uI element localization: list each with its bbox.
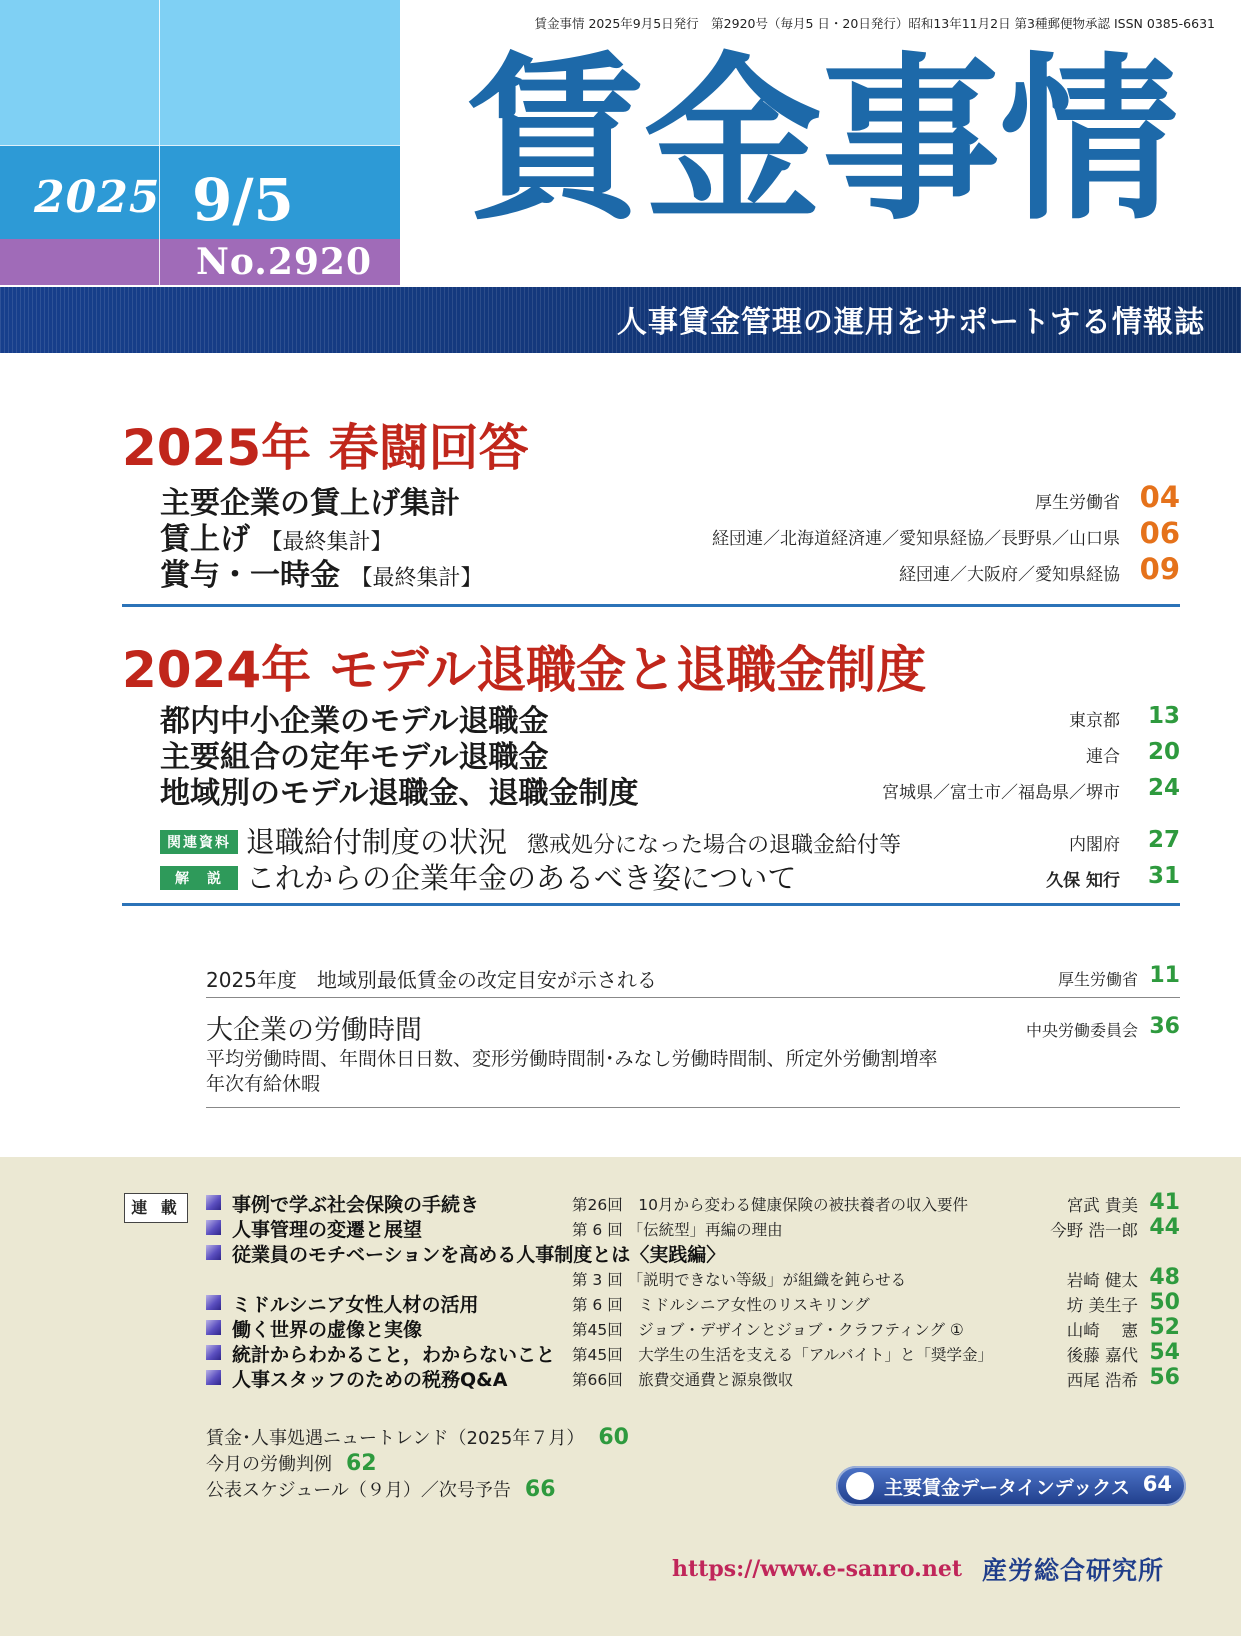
related-tag: 関連資料 bbox=[160, 830, 238, 854]
serial-item[interactable] bbox=[206, 1215, 1180, 1240]
related-item[interactable] bbox=[160, 856, 1180, 894]
section-divider bbox=[122, 903, 1180, 906]
item-subtitle: 【最終集計】 bbox=[350, 566, 483, 591]
item-title: 主要組合の定年モデル退職金 bbox=[160, 740, 549, 775]
item-source: 久保 知行 bbox=[1046, 871, 1120, 891]
item-title: 主要企業の賃上げ集計 bbox=[160, 486, 460, 521]
article-detail: 平均労働時間、年間休日日数、変形労働時間制･みなし労働時間制、所定外労働割増率 bbox=[206, 1048, 938, 1070]
item-page: 20 bbox=[1147, 739, 1180, 765]
data-index-badge[interactable] bbox=[836, 1466, 1186, 1506]
item-source: 宮城県／富士市／福島県／堺市 bbox=[882, 783, 1120, 803]
article-divider bbox=[206, 997, 1180, 998]
article-detail: 年次有給休暇 bbox=[206, 1073, 321, 1095]
color-band-light-blue bbox=[0, 0, 400, 145]
serial-item[interactable] bbox=[206, 1240, 1180, 1265]
data-index-label: 主要賃金データインデックス bbox=[884, 1477, 1131, 1499]
serial-title: 事例で学ぶ社会保険の手続き bbox=[232, 1194, 480, 1216]
serial-item[interactable] bbox=[206, 1290, 1180, 1315]
item-page: 04 bbox=[1139, 480, 1180, 514]
item-source: 厚生労働省 bbox=[1057, 970, 1138, 989]
item-title: 賞与・一時金 bbox=[160, 558, 340, 593]
item-source: 内閣府 bbox=[1069, 835, 1120, 855]
issue-number: No.2920 bbox=[196, 241, 373, 283]
item-page: 09 bbox=[1139, 552, 1180, 586]
feature1-item[interactable] bbox=[160, 478, 1180, 521]
serial-episode: 第 3 回 「説明できない等級」が組織を鈍らせる bbox=[572, 1271, 907, 1289]
serial-title: 従業員のモチベーションを高める人事制度とは〈実践編〉 bbox=[232, 1244, 726, 1266]
bullet-square-icon bbox=[206, 1295, 221, 1310]
issue-date: 9/5 bbox=[192, 166, 294, 234]
serial-item[interactable] bbox=[206, 1315, 1180, 1340]
item-title: 退職給付制度の状況 bbox=[246, 825, 508, 859]
article-item[interactable] bbox=[206, 962, 1180, 994]
feature2-item[interactable] bbox=[160, 768, 1180, 811]
item-title: 都内中小企業のモデル退職金 bbox=[160, 704, 549, 739]
item-source: 厚生労働省 bbox=[1035, 493, 1120, 513]
divider-horizontal bbox=[0, 145, 400, 146]
bullet-square-icon bbox=[206, 1220, 221, 1235]
related-tag: 解 説 bbox=[160, 866, 238, 890]
bullet-square-icon bbox=[206, 1370, 221, 1385]
item-page: 24 bbox=[1147, 775, 1180, 801]
feature2-item[interactable] bbox=[160, 732, 1180, 775]
feature1-item[interactable] bbox=[160, 514, 1180, 557]
serial-episode: 第66回 旅費交通費と源泉徴収 bbox=[572, 1371, 794, 1389]
item-title: これからの企業年金のあるべき姿について bbox=[246, 861, 797, 895]
serial-author: 宮武 貴美 bbox=[1066, 1196, 1138, 1215]
item-source: 経団連／大阪府／愛知県経協 bbox=[899, 565, 1120, 585]
misc-item[interactable] bbox=[206, 1424, 629, 1450]
serial-item[interactable] bbox=[206, 1190, 1180, 1215]
misc-item[interactable] bbox=[206, 1476, 556, 1502]
serial-title: 人事スタッフのための税務Q&A bbox=[232, 1369, 508, 1391]
related-item[interactable] bbox=[160, 820, 1180, 858]
serial-episode: 第45回 ジョブ・デザインとジョブ・クラフティング ① bbox=[572, 1321, 964, 1339]
bullet-square-icon bbox=[206, 1345, 221, 1360]
item-title: 大企業の労働時間 bbox=[206, 1015, 422, 1046]
issue-color-block bbox=[0, 0, 400, 285]
publisher-name: 産労総合研究所 bbox=[982, 1556, 1165, 1585]
serial-page: 52 bbox=[1149, 1315, 1180, 1340]
serial-page: 50 bbox=[1149, 1290, 1180, 1315]
serial-title: 働く世界の虚像と実像 bbox=[232, 1319, 423, 1341]
misc-title: 公表スケジュール（９月）／次号予告 bbox=[206, 1480, 511, 1501]
serial-episode: 第 6 回 「伝統型」再編の理由 bbox=[572, 1221, 783, 1239]
serial-episode: 第45回 大学生の生活を支える「アルバイト」と「奨学金」 bbox=[572, 1346, 994, 1364]
serials-label: 連 載 bbox=[124, 1193, 188, 1223]
publication-info: 賃金事情 2025年9月5日発行 第2920号（毎月5 日・20日発行）昭和13年11月2日 第3種郵便物承認 ISSN 0385-6631 bbox=[534, 16, 1215, 31]
serial-author: 今野 浩一郎 bbox=[1050, 1221, 1138, 1240]
feature1-heading: 2025年 春闘回答 bbox=[122, 419, 529, 477]
serial-author: 坊 美生子 bbox=[1066, 1296, 1138, 1315]
item-title: 地域別のモデル退職金、退職金制度 bbox=[160, 776, 639, 811]
data-index-page: 64 bbox=[1142, 1472, 1172, 1496]
item-note: 懲戒処分になった場合の退職金給付等 bbox=[527, 833, 902, 858]
item-page: 36 bbox=[1149, 1014, 1180, 1039]
website-link[interactable]: https://www.e-sanro.net bbox=[672, 1556, 962, 1582]
misc-page: 66 bbox=[524, 1477, 556, 1502]
serial-page: 41 bbox=[1149, 1190, 1180, 1215]
item-source: 経団連／北海道経済連／愛知県経協／長野県／山口県 bbox=[712, 529, 1120, 549]
article-divider bbox=[206, 1107, 1180, 1108]
serial-author: 西尾 浩希 bbox=[1066, 1371, 1138, 1390]
item-page: 27 bbox=[1147, 827, 1180, 853]
serial-title: 人事管理の変遷と展望 bbox=[232, 1219, 423, 1241]
section-divider bbox=[122, 604, 1180, 607]
issue-year: 2025 bbox=[34, 172, 161, 223]
serial-page: 44 bbox=[1149, 1215, 1180, 1240]
serial-page: 48 bbox=[1149, 1265, 1180, 1290]
serial-author: 後藤 嘉代 bbox=[1066, 1346, 1138, 1365]
feature1-item[interactable] bbox=[160, 550, 1180, 593]
feature2-item[interactable] bbox=[160, 696, 1180, 739]
item-subtitle: 【最終集計】 bbox=[260, 530, 393, 555]
item-title: 賃上げ bbox=[160, 522, 250, 557]
bullet-square-icon bbox=[206, 1245, 221, 1260]
misc-title: 賃金･人事処遇ニュートレンド（2025年７月） bbox=[206, 1428, 585, 1449]
serial-item[interactable] bbox=[206, 1265, 1180, 1290]
misc-item[interactable] bbox=[206, 1450, 377, 1476]
item-page: 06 bbox=[1139, 516, 1180, 550]
serial-item[interactable] bbox=[206, 1365, 1180, 1390]
serial-item[interactable] bbox=[206, 1340, 1180, 1365]
serial-episode: 第 6 回 ミドルシニア女性のリスキリング bbox=[572, 1296, 870, 1314]
feature2-heading: 2024年 モデル退職金と退職金制度 bbox=[122, 641, 927, 699]
serial-page: 56 bbox=[1149, 1365, 1180, 1390]
misc-page: 62 bbox=[346, 1451, 377, 1476]
article-item[interactable] bbox=[206, 1008, 1180, 1044]
bullet-square-icon bbox=[206, 1320, 221, 1335]
serial-title: ミドルシニア女性人材の活用 bbox=[232, 1294, 479, 1316]
misc-page: 60 bbox=[598, 1425, 629, 1450]
tagline-band bbox=[0, 287, 1241, 353]
serial-author: 岩崎 健太 bbox=[1066, 1271, 1138, 1290]
magazine-title: 賃金事情 bbox=[466, 37, 1178, 244]
item-page: 31 bbox=[1147, 863, 1180, 889]
serial-page: 54 bbox=[1149, 1340, 1180, 1365]
item-source: 連合 bbox=[1086, 747, 1120, 767]
serial-episode: 第26回 10月から変わる健康保険の被扶養者の収入要件 bbox=[572, 1196, 968, 1214]
serial-title: 統計からわかること，わからないこと bbox=[232, 1344, 556, 1366]
bullet-square-icon bbox=[206, 1195, 221, 1210]
item-page: 13 bbox=[1147, 703, 1180, 729]
serial-author: 山崎 憲 bbox=[1066, 1321, 1138, 1340]
divider-vertical bbox=[159, 0, 160, 285]
circle-icon bbox=[846, 1472, 874, 1500]
misc-title: 今月の労働判例 bbox=[206, 1454, 332, 1475]
item-title: 2025年度 地域別最低賃金の改定目安が示される bbox=[206, 968, 657, 992]
tagline: 人事賃金管理の運用をサポートする情報誌 bbox=[616, 305, 1205, 340]
item-source: 東京都 bbox=[1069, 711, 1120, 731]
item-source: 中央労働委員会 bbox=[1025, 1021, 1138, 1040]
item-page: 11 bbox=[1149, 963, 1180, 988]
